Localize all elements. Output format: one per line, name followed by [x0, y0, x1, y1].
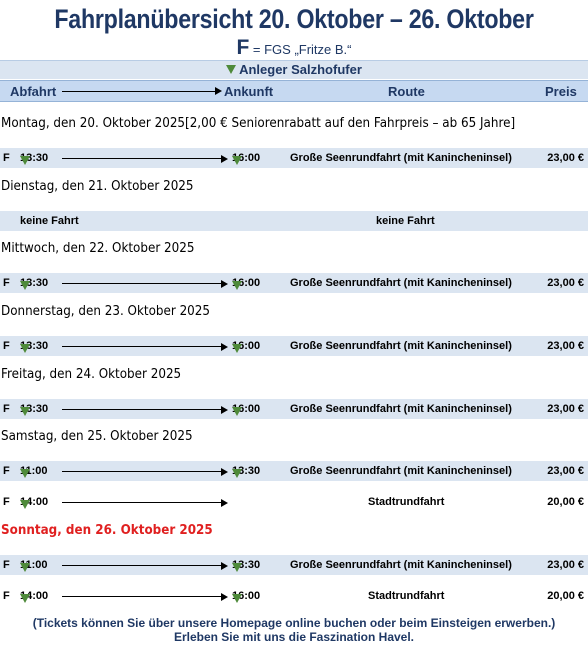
triangle-down-icon [20, 500, 30, 509]
triangle-down-icon [20, 281, 30, 290]
operator-flag: F [3, 277, 10, 289]
operator-flag: F [3, 496, 10, 508]
departure-time-text: 11:00 [20, 465, 48, 477]
operator-flag: F [3, 152, 10, 164]
triangle-down-icon [20, 469, 30, 478]
departure-time-text: 13:30 [20, 403, 49, 415]
departure-time [20, 590, 48, 602]
triangle-down-icon [226, 65, 236, 74]
route-name: Große Seenrundfahrt (mit Kanincheninsel) [290, 403, 512, 415]
day-label: Dienstag, den 21. Oktober 2025 [1, 179, 194, 194]
departure-time [20, 496, 48, 508]
header-preis: Preis [545, 84, 577, 99]
arrival-time [232, 277, 260, 289]
price: 23,00 € [547, 277, 584, 289]
triangle-down-icon [232, 407, 242, 416]
trip-row [0, 555, 588, 575]
triangle-down-icon [20, 156, 30, 165]
price: 23,00 € [547, 152, 584, 164]
arrow-right-icon [62, 596, 226, 597]
departure-time [20, 152, 48, 164]
route-name: Große Seenrundfahrt (mit Kanincheninsel) [290, 277, 512, 289]
triangle-down-icon [232, 156, 242, 165]
price: 20,00 € [547, 496, 584, 508]
triangle-down-icon [232, 594, 242, 603]
triangle-down-icon [232, 563, 242, 572]
departure-time [20, 340, 48, 352]
arrival-time-text: 16:00 [232, 340, 261, 352]
arrival-time-text: 16:00 [232, 403, 261, 415]
triangle-down-icon [232, 469, 242, 478]
arrival-time [232, 340, 260, 352]
trip-row [0, 586, 588, 606]
route-name: Große Seenrundfahrt (mit Kanincheninsel) [290, 559, 512, 571]
operator-letter: F [236, 36, 250, 59]
operator-flag: F [3, 465, 10, 477]
page-subtitle [0, 36, 588, 60]
header-abfahrt: Abfahrt [10, 84, 57, 99]
arrow-right-icon [62, 346, 226, 347]
departure-time-text: 13:30 [20, 340, 49, 352]
day-label: Sonntag, den 26. Oktober 2025 [1, 523, 213, 538]
arrow-right-icon [62, 502, 226, 503]
no-trip-label: keine Fahrt [376, 215, 435, 227]
departure-time-text: 14:00 [20, 496, 49, 508]
price: 23,00 € [547, 465, 584, 477]
route-name: Große Seenrundfahrt (mit Kanincheninsel) [290, 152, 512, 164]
triangle-down-icon [20, 563, 30, 572]
pier-bar [0, 60, 588, 79]
price: 23,00 € [547, 559, 584, 571]
departure-time-text: 14:00 [20, 590, 49, 602]
footer-note: (Tickets können Sie über unsere Homepage online buchen oder beim Einsteigen erwerben.) [32, 616, 556, 630]
day-label: Samstag, den 25. Oktober 2025 [1, 429, 193, 444]
operator-flag: F [3, 403, 10, 415]
pier-name: Anleger Salzhofufer [239, 62, 362, 77]
header-ankunft: Ankunft [224, 84, 274, 99]
triangle-down-icon [20, 594, 30, 603]
day-label: Freitag, den 24. Oktober 2025 [1, 367, 182, 382]
route-name: Stadtrundfahrt [368, 496, 445, 508]
arrival-time-text: 16:00 [232, 152, 261, 164]
table-header [0, 80, 588, 102]
operator-name: = FGS „Fritze B.“ [249, 42, 352, 57]
departure-time [20, 277, 48, 289]
arrival-time [232, 590, 260, 602]
departure-time-text: 13:30 [20, 277, 49, 289]
arrow-right-icon [62, 283, 226, 284]
departure-time-text: 13:30 [20, 152, 49, 164]
departure-time [20, 403, 48, 415]
day-label: Montag, den 20. Oktober 2025[2,00 € Seniorenrabatt auf den Fahrpreis – ab 65 Jahre] [1, 116, 516, 131]
departure-time [20, 559, 48, 571]
arrival-time [232, 559, 260, 571]
triangle-down-icon [232, 344, 242, 353]
departure-time-text: 11:00 [20, 559, 48, 571]
trip-row [0, 336, 588, 356]
price: 23,00 € [547, 403, 584, 415]
operator-flag: F [3, 340, 10, 352]
operator-flag: F [3, 590, 10, 602]
route-name: Stadtrundfahrt [368, 590, 445, 602]
route-name: Große Seenrundfahrt (mit Kanincheninsel) [290, 465, 512, 477]
route-name: Große Seenrundfahrt (mit Kanincheninsel) [290, 340, 512, 352]
trip-row [0, 399, 588, 419]
arrival-time-text: 16:00 [232, 277, 261, 289]
arrow-right-icon [62, 565, 226, 566]
day-label: Donnerstag, den 23. Oktober 2025 [1, 304, 211, 319]
triangle-down-icon [20, 344, 30, 353]
price: 23,00 € [547, 340, 584, 352]
departure-time [20, 465, 48, 477]
operator-flag: F [3, 559, 10, 571]
triangle-down-icon [232, 281, 242, 290]
arrival-time-text: 13:30 [232, 559, 261, 571]
trip-row [0, 148, 588, 168]
day-label: Mittwoch, den 22. Oktober 2025 [1, 241, 195, 256]
price: 20,00 € [547, 590, 584, 602]
arrival-time-text: 13:30 [232, 465, 261, 477]
arrival-time [232, 465, 260, 477]
no-trip-label: keine Fahrt [20, 215, 79, 227]
header-route: Route [388, 84, 425, 99]
arrival-time-text: 16:00 [232, 590, 261, 602]
arrow-right-icon [62, 471, 226, 472]
no-trip-row [0, 211, 588, 231]
arrival-time [232, 152, 260, 164]
page-title: Fahrplanübersicht 20. Oktober – 26. Oktober [54, 4, 534, 34]
arrow-right-icon [62, 91, 220, 92]
trip-row [0, 273, 588, 293]
arrow-right-icon [62, 158, 226, 159]
arrow-right-icon [62, 409, 226, 410]
arrival-time [232, 403, 260, 415]
footer-slogan: Erleben Sie mit uns die Faszination Havel. [173, 630, 415, 644]
triangle-down-icon [20, 407, 30, 416]
trip-row [0, 461, 588, 481]
trip-row [0, 492, 588, 512]
